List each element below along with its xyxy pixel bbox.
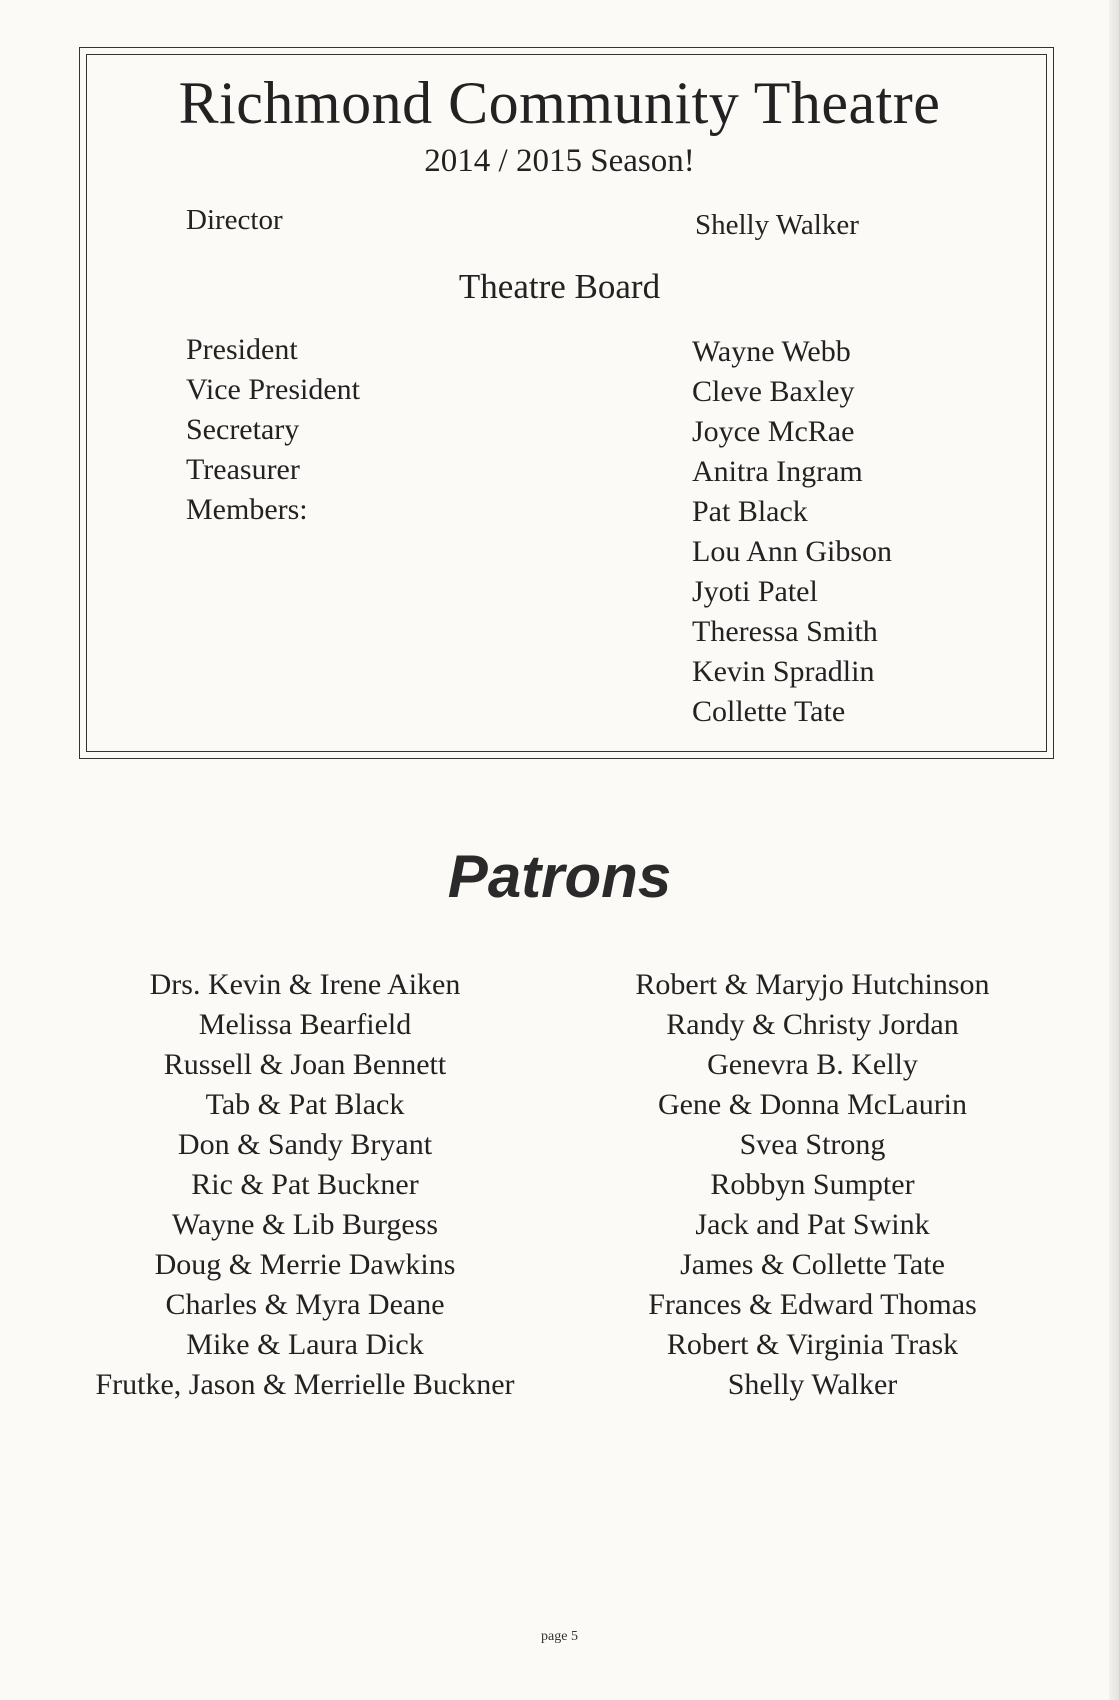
board-member-name: Theressa Smith: [692, 615, 878, 648]
board-member-name: Cleve Baxley: [692, 375, 855, 408]
patron-name: Shelly Walker: [727, 1368, 898, 1401]
patron-name: Tab & Pat Black: [205, 1088, 405, 1121]
board-member-name: Collette Tate: [692, 695, 846, 728]
board-names-list: [692, 332, 892, 732]
patron-name: Robert & Virginia Trask: [666, 1328, 959, 1361]
board-member-name: Jyoti Patel: [692, 575, 818, 608]
patrons-left-column: [60, 965, 550, 1405]
board-role: President: [186, 333, 298, 366]
patron-name: Melissa Bearfield: [198, 1008, 412, 1041]
director-role: Director: [186, 204, 283, 236]
patron-name: Randy & Christy Jordan: [666, 1008, 959, 1041]
patron-name: Svea Strong: [739, 1128, 886, 1161]
patron-name: Robert & Maryjo Hutchinson: [635, 968, 990, 1001]
patron-name: Don & Sandy Bryant: [177, 1128, 433, 1161]
patron-name: Mike & Laura Dick: [186, 1328, 424, 1361]
patron-name: Gene & Donna McLaurin: [657, 1088, 968, 1121]
patron-name: Wayne & Lib Burgess: [171, 1208, 439, 1241]
board-member-name: Lou Ann Gibson: [692, 535, 893, 568]
patrons-right-column: [590, 965, 1035, 1405]
board-member-name: Kevin Spradlin: [692, 655, 875, 688]
patron-name: Frances & Edward Thomas: [648, 1288, 977, 1321]
patron-name: Frutke, Jason & Merrielle Buckner: [95, 1368, 515, 1401]
board-member-name: Wayne Webb: [692, 335, 851, 368]
patron-name: Drs. Kevin & Irene Aiken: [149, 968, 461, 1001]
patron-name: Doug & Merrie Dawkins: [154, 1248, 456, 1281]
director-name: Shelly Walker: [695, 209, 859, 241]
patrons-heading: Patrons: [447, 843, 672, 910]
board-heading: Theatre Board: [458, 267, 661, 306]
board-member-name: Pat Black: [692, 495, 808, 528]
patron-name: Ric & Pat Buckner: [191, 1168, 419, 1201]
board-role: Members:: [186, 493, 308, 526]
patron-name: Jack and Pat Swink: [695, 1208, 930, 1241]
board-member-name: Joyce McRae: [692, 415, 855, 448]
patron-name: Charles & Myra Deane: [165, 1288, 445, 1321]
patron-name: James & Collette Tate: [680, 1248, 945, 1281]
patron-name: Robbyn Sumpter: [710, 1168, 915, 1201]
theatre-title: Richmond Community Theatre: [178, 70, 941, 136]
page-number: page 5: [541, 1629, 578, 1644]
board-role: Vice President: [186, 373, 360, 406]
board-role: Secretary: [186, 413, 300, 446]
season-subtitle: 2014 / 2015 Season!: [424, 143, 695, 179]
board-member-name: Anitra Ingram: [692, 455, 863, 488]
patron-name: Genevra B. Kelly: [707, 1048, 918, 1081]
board-role: Treasurer: [186, 453, 300, 486]
patron-name: Russell & Joan Bennett: [163, 1048, 447, 1081]
board-roles-list: [186, 330, 360, 530]
